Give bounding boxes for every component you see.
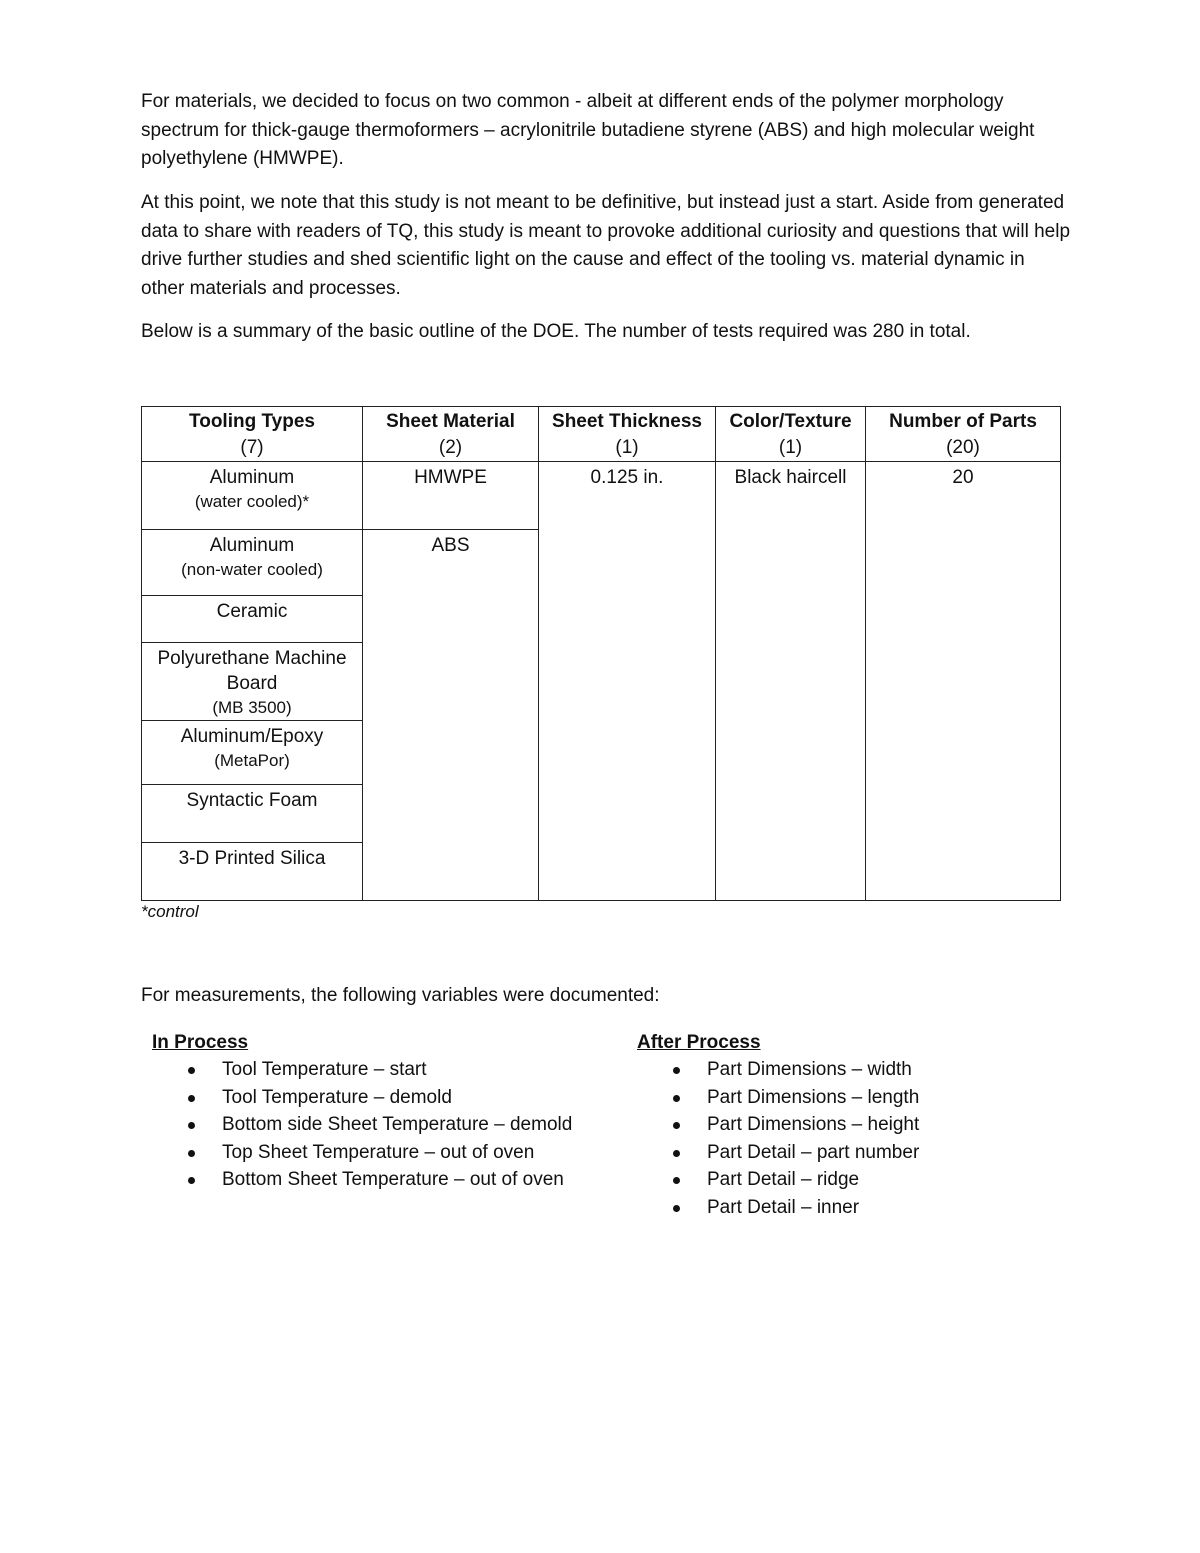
- bullet-icon: [673, 1067, 680, 1074]
- tooling-cell: 3-D Printed Silica: [142, 843, 363, 901]
- bullet-icon: [673, 1095, 680, 1102]
- color-texture-cell: Black haircell: [716, 462, 866, 901]
- header-tooling-types: Tooling Types (7): [142, 407, 363, 462]
- paragraph-doe-summary: Below is a summary of the basic outline of the DOE. The number of tests required was 280 in total.: [141, 321, 971, 342]
- tooling-cell: Aluminum/Epoxy (MetaPor): [142, 721, 363, 785]
- material-cell-abs: ABS: [363, 530, 539, 901]
- list-item: Bottom Sheet Temperature – out of oven: [152, 1166, 572, 1194]
- list-item: Tool Temperature – start: [152, 1056, 572, 1084]
- list-item: Part Dimensions – length: [637, 1084, 919, 1112]
- bullet-icon: [188, 1067, 195, 1074]
- thickness-cell: 0.125 in.: [539, 462, 716, 901]
- measurements-intro: For measurements, the following variables were documented:: [141, 985, 660, 1006]
- list-item: Part Detail – ridge: [637, 1166, 919, 1194]
- list-item: Part Dimensions – height: [637, 1111, 919, 1139]
- after-process-list: [637, 1056, 919, 1221]
- tooling-cell: Syntactic Foam: [142, 785, 363, 843]
- table-row: [142, 462, 1061, 530]
- tooling-cell: Ceramic: [142, 596, 363, 643]
- in-process-section: [152, 1030, 572, 1194]
- list-item: Top Sheet Temperature – out of oven: [152, 1139, 572, 1167]
- material-cell-hmwpe: HMWPE: [363, 462, 539, 530]
- header-sheet-material: Sheet Material (2): [363, 407, 539, 462]
- after-process-section: [637, 1030, 919, 1221]
- header-number-of-parts: Number of Parts (20): [866, 407, 1061, 462]
- list-item: Bottom side Sheet Temperature – demold: [152, 1111, 572, 1139]
- after-process-heading: After Process: [637, 1032, 761, 1053]
- list-item: Part Dimensions – width: [637, 1056, 919, 1084]
- bullet-icon: [673, 1122, 680, 1129]
- bullet-icon: [188, 1122, 195, 1129]
- tooling-cell: Polyurethane Machine Board (MB 3500): [142, 643, 363, 721]
- bullet-icon: [673, 1150, 680, 1157]
- list-item: Part Detail – inner: [637, 1194, 919, 1222]
- tooling-cell: Aluminum (water cooled)*: [142, 462, 363, 530]
- bullet-icon: [673, 1177, 680, 1184]
- header-sheet-thickness: Sheet Thickness (1): [539, 407, 716, 462]
- paragraph-materials: For materials, we decided to focus on two common - albeit at different ends of the polymer morphology spectrum for thick-gauge thermoformers – acrylonitrile butadiene styrene (ABS) and high molecular weight polyethylene (HMWPE).: [141, 91, 1035, 169]
- bullet-icon: [188, 1150, 195, 1157]
- parts-cell: 20: [866, 462, 1061, 901]
- header-color-texture: Color/Texture (1): [716, 407, 866, 462]
- in-process-list: [152, 1056, 572, 1194]
- doe-table: [141, 406, 1061, 901]
- bullet-icon: [673, 1205, 680, 1212]
- bullet-icon: [188, 1095, 195, 1102]
- tooling-cell: Aluminum (non-water cooled): [142, 530, 363, 596]
- table-header-row: [142, 407, 1061, 462]
- paragraph-study-scope: At this point, we note that this study is not meant to be definitive, but instead just a start. Aside from generated data to share with readers of TQ, this study is meant to provoke additional curiosity and questions that will help drive further studies and shed scientific light on the cause and effect of the tooling vs. material dynamic in other materials and processes.: [141, 192, 1071, 299]
- control-footnote: *control: [141, 902, 199, 921]
- list-item: Tool Temperature – demold: [152, 1084, 572, 1112]
- list-item: Part Detail – part number: [637, 1139, 919, 1167]
- in-process-heading: In Process: [152, 1032, 249, 1053]
- bullet-icon: [188, 1177, 195, 1184]
